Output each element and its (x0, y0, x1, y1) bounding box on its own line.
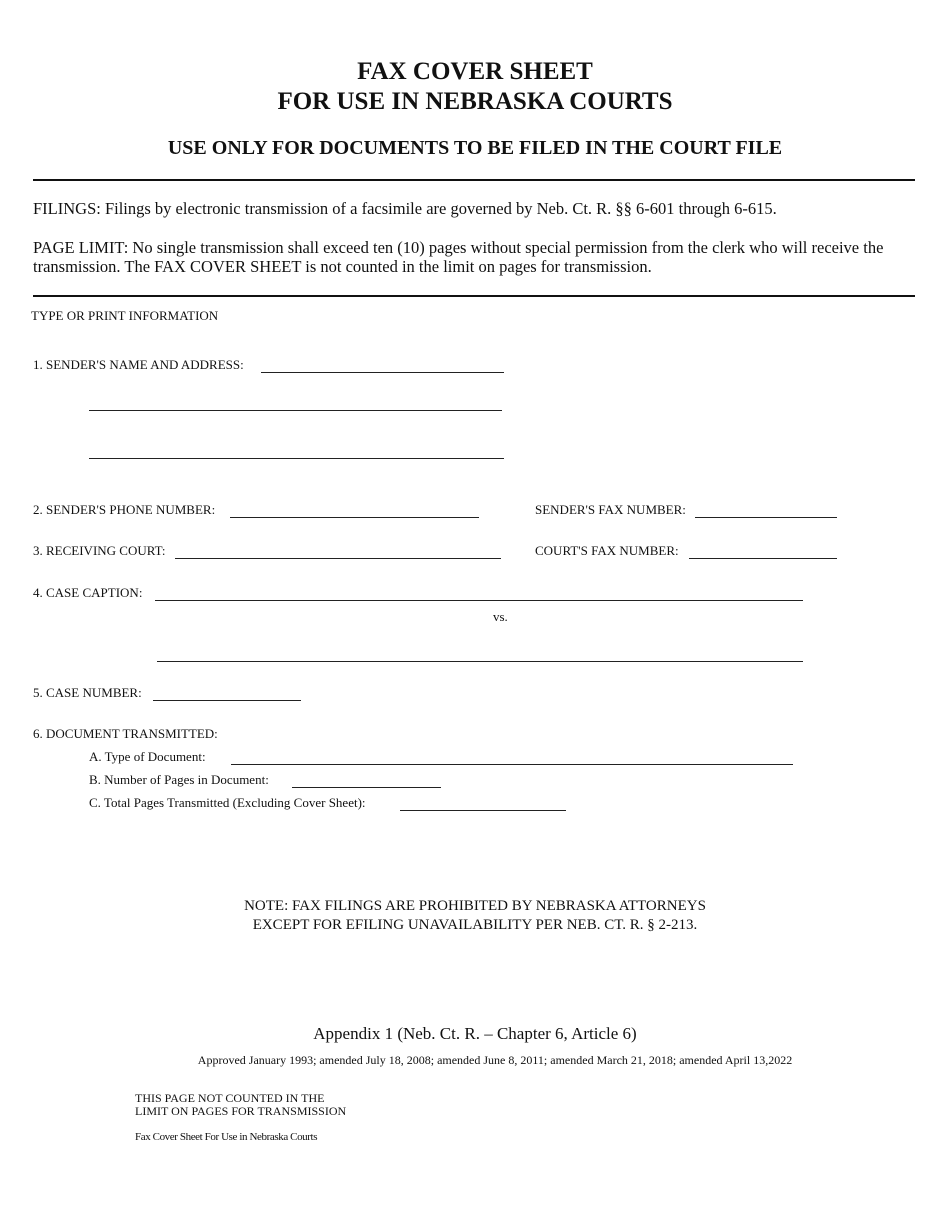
case-number-label: 5. CASE NUMBER: (33, 685, 142, 700)
versus-label: vs. (493, 609, 508, 624)
type-of-document-input[interactable] (231, 748, 793, 765)
receiving-court-input[interactable] (175, 542, 501, 559)
filings-paragraph: FILINGS: Filings by electronic transmission of a facsimile are governed by Neb. Ct. R. §§ 6-601 through 6-615. (33, 199, 777, 218)
sender-fax-input[interactable] (695, 501, 837, 518)
receiving-court-label: 3. RECEIVING COURT: (33, 543, 166, 558)
court-fax-input[interactable] (689, 542, 837, 559)
sender-phone-label: 2. SENDER'S PHONE NUMBER: (33, 502, 216, 517)
case-number-input[interactable] (153, 684, 301, 701)
page-limit-paragraph: PAGE LIMIT: No single transmission shall exceed ten (10) pages without special permission from the clerk who will receive the transmission. The FAX COVER SHEET is not counted in the limit on pages for transmission. (33, 238, 884, 276)
sender-address-line-2-input[interactable] (89, 442, 504, 459)
sender-name-input[interactable] (261, 356, 504, 373)
sender-address-line-1-input[interactable] (89, 394, 502, 411)
form-instruction: TYPE OR PRINT INFORMATION (31, 308, 219, 323)
appendix-reference: Appendix 1 (Neb. Ct. R. – Chapter 6, Article 6) (313, 1024, 637, 1043)
number-of-pages-input[interactable] (292, 771, 441, 788)
not-counted-notice (135, 1092, 346, 1118)
sender-phone-input[interactable] (230, 501, 479, 518)
sender-name-label: 1. SENDER'S NAME AND ADDRESS: (33, 357, 244, 372)
case-caption-plaintiff-input[interactable] (155, 584, 803, 601)
amendment-history: Approved January 1993; amended July 18, 2008; amended June 8, 2011; amended March 21, 2018; amended April 13,2022 (197, 1053, 793, 1067)
total-pages-label: C. Total Pages Transmitted (Excluding Cover Sheet): (89, 795, 366, 810)
sender-fax-label: SENDER'S FAX NUMBER: (535, 502, 686, 517)
type-of-document-label: A. Type of Document: (89, 749, 206, 764)
not-counted-line-1: THIS PAGE NOT COUNTED IN THE (135, 1091, 325, 1105)
document-transmitted-label: 6. DOCUMENT TRANSMITTED: (33, 726, 218, 741)
note-line-1: NOTE: FAX FILINGS ARE PROHIBITED BY NEBRASKA ATTORNEYS (244, 898, 706, 914)
not-counted-line-2: LIMIT ON PAGES FOR TRANSMISSION (135, 1104, 347, 1118)
divider-top (33, 179, 915, 181)
number-of-pages-label: B. Number of Pages in Document: (89, 772, 269, 787)
case-caption-label: 4. CASE CAPTION: (33, 585, 143, 600)
court-fax-label: COURT'S FAX NUMBER: (535, 543, 679, 558)
divider-middle (33, 295, 915, 297)
total-pages-input[interactable] (400, 794, 566, 811)
note-line-2: EXCEPT FOR EFILING UNAVAILABILITY PER NEB. CT. R. § 2-213. (252, 917, 698, 933)
page-subtitle: USE ONLY FOR DOCUMENTS TO BE FILED IN THE COURT FILE (167, 137, 783, 159)
title-line-2: FOR USE IN NEBRASKA COURTS (277, 88, 673, 115)
form-name: Fax Cover Sheet For Use in Nebraska Courts (135, 1131, 318, 1143)
title-line-1: FAX COVER SHEET (357, 58, 593, 85)
case-caption-defendant-input[interactable] (157, 645, 803, 662)
